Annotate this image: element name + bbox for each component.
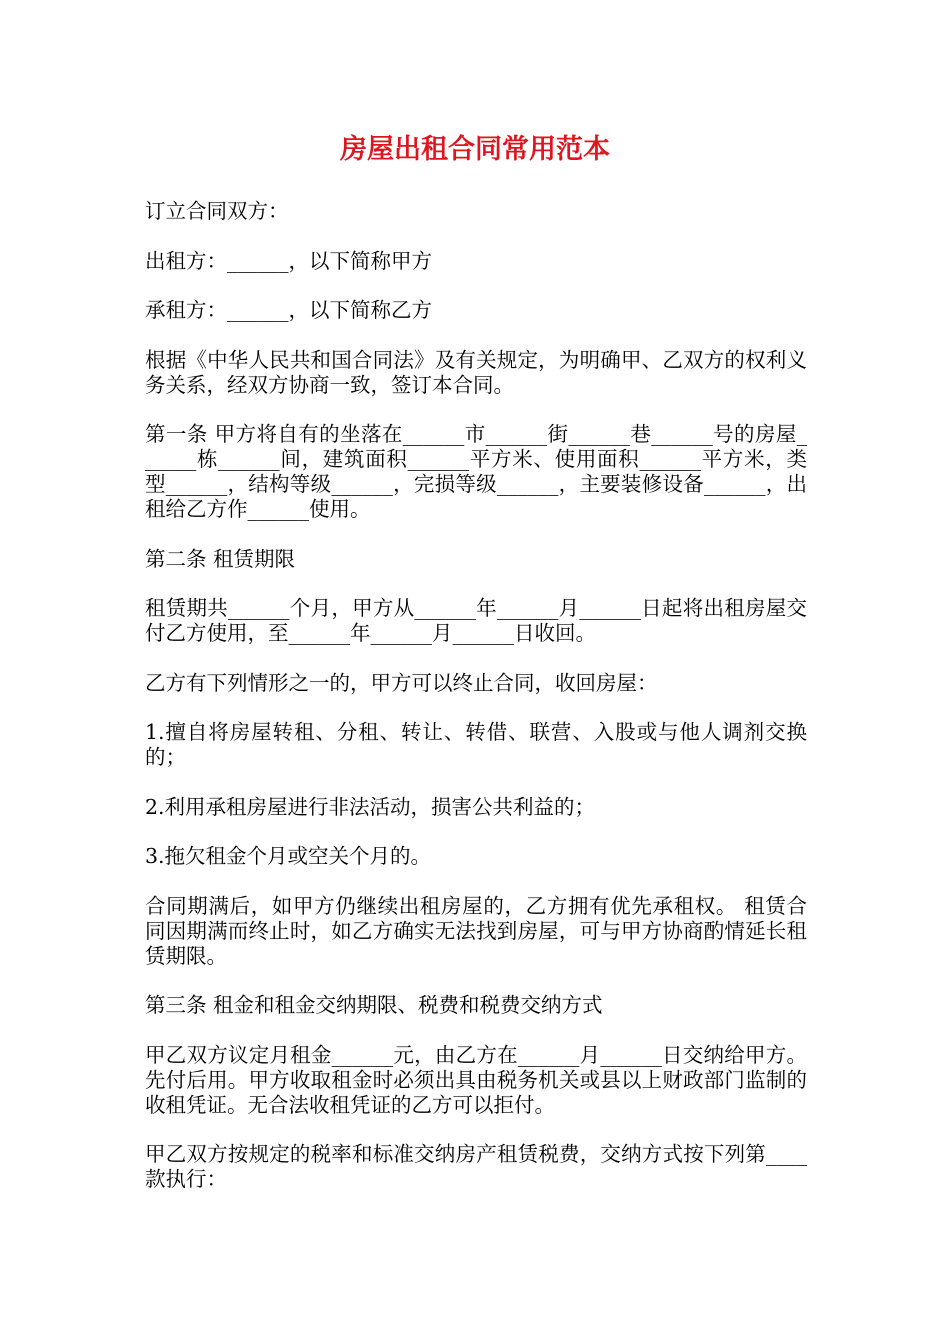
paragraph-renewal: 合同期满后，如甲方仍继续出租房屋的，乙方拥有优先承租权。 租赁合同因期满而终止时，如乙方确实无法找到房屋，可与甲方协商酌情延长租赁期限。 bbox=[145, 893, 807, 968]
paragraph-termination-item-1: 1.擅自将房屋转租、分租、转让、转借、联营、入股或与他人调剂交换的； bbox=[145, 720, 807, 769]
paragraph-article-1: 第一条 甲方将自有的坐落在______市______街______巷______号的房屋______栋______间，建筑面积______平方米、使用面积______平方米，类型______，结构等级______，完损等级______，主要装修设备______，出租给乙方作______使用。 bbox=[145, 422, 807, 521]
paragraph-parties-heading: 订立合同双方： bbox=[145, 199, 289, 223]
paragraph-lessor: 出租方：______，以下简称甲方 bbox=[145, 248, 432, 273]
paragraph-article-3-heading: 第三条 租金和租金交纳期限、税费和税费交纳方式 bbox=[145, 993, 603, 1017]
paragraph-preamble: 根据《中华人民共和国合同法》及有关规定，为明确甲、乙双方的权利义务关系，经双方协商一致，签订本合同。 bbox=[145, 347, 807, 397]
paragraph-lessee: 承租方：______，以下简称乙方 bbox=[145, 298, 432, 322]
paragraph-rent: 甲乙双方议定月租金______元，由乙方在______月______日交纳给甲方。先付后用。甲方收取租金时必须出具由税务机关或县以上财政部门监制的收租凭证。无合法收租凭证的乙方可以拒付。 bbox=[145, 1042, 807, 1117]
paragraph-article-2-heading: 第二条 租赁期限 bbox=[145, 546, 296, 571]
document-title: 房屋出租合同常用范本 bbox=[340, 134, 610, 165]
paragraph-termination-item-3: 3.拖欠租金个月或空关个月的。 bbox=[145, 844, 432, 868]
paragraph-lease-term: 租赁期共______个月，甲方从______年______月______日起将出租房屋交付乙方使用，至______年______月______日收回。 bbox=[145, 596, 807, 645]
paragraph-termination-item-2: 2.利用承租房屋进行非法活动，损害公共利益的； bbox=[145, 794, 596, 819]
document-body bbox=[145, 199, 807, 1217]
paragraph-tax: 甲乙双方按规定的税率和标准交纳房产租赁税费，交纳方式按下列第____款执行： bbox=[145, 1142, 807, 1191]
paragraph-termination-intro: 乙方有下列情形之一的，甲方可以终止合同，收回房屋： bbox=[145, 670, 658, 695]
